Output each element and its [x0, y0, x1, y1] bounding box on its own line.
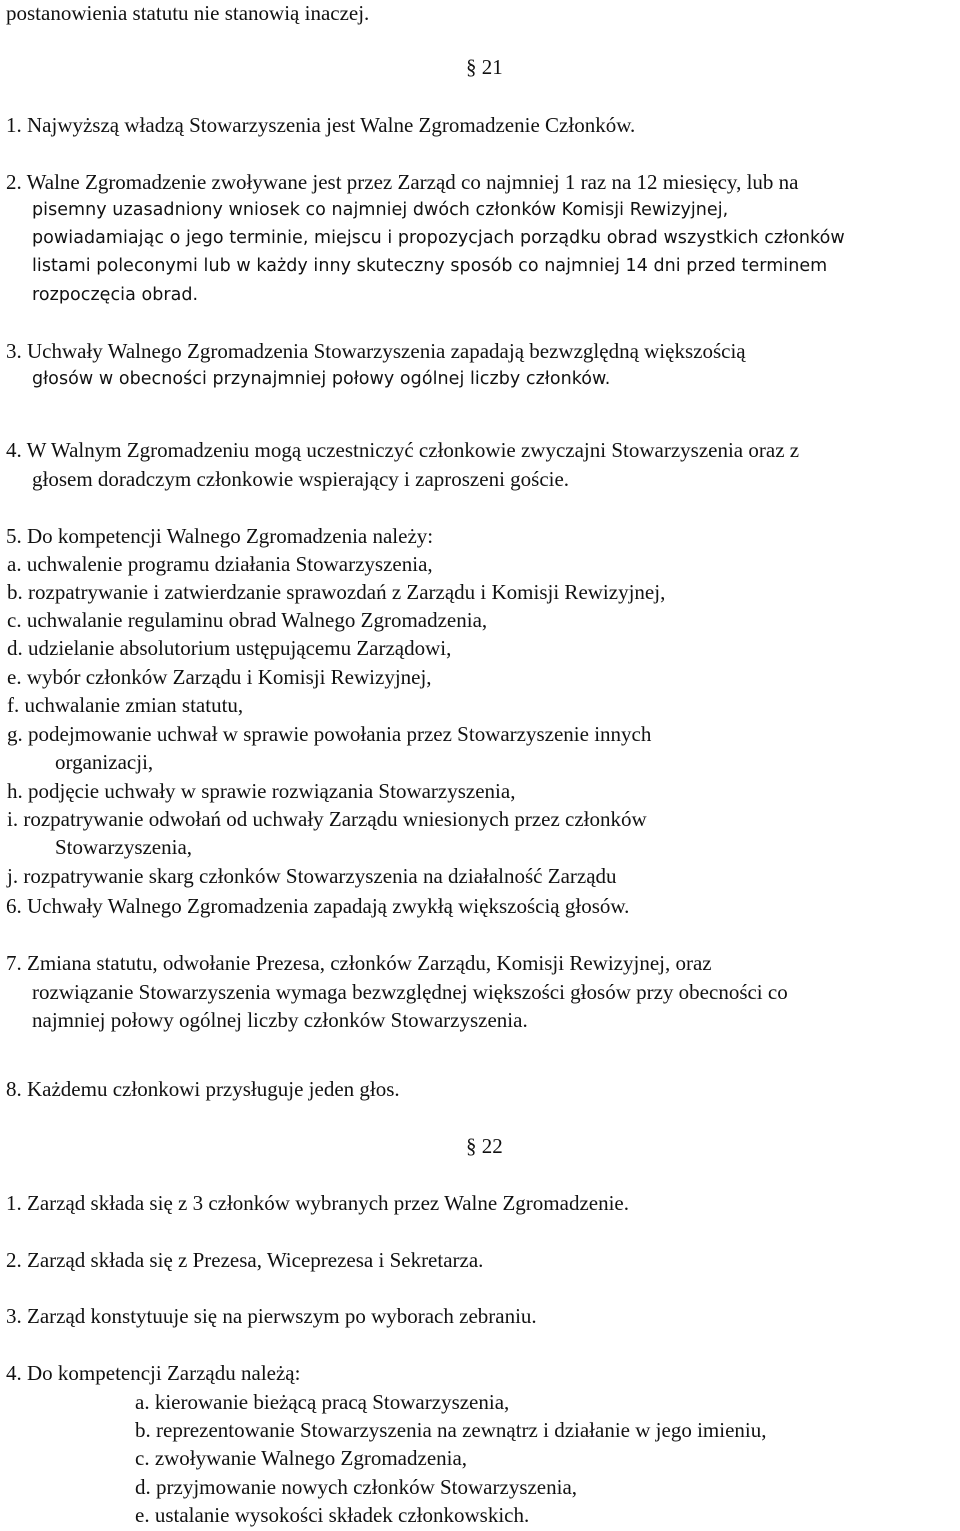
paragraph-5: 5. Do kompetencji Walnego Zgromadzenia należy:: [6, 524, 434, 548]
paragraph-3-line-1: 3. Uchwały Walnego Zgromadzenia Stowarzyszenia zapadają bezwzględną większością: [6, 339, 746, 363]
paragraph-2-line-4: listami poleconymi lub w każdy inny skuteczny sposób co najmniej 14 dni przed terminem: [32, 256, 828, 276]
paragraph-4-line-2: głosem doradczym członkowie wspierający i zaproszeni goście.: [32, 467, 570, 491]
list-item-5a: a. uchwalenie programu działania Stowarzyszenia,: [7, 552, 433, 576]
list-item-5d: d. udzielanie absolutorium ustępującemu Zarządowi,: [7, 636, 452, 660]
list-item-5b: b. rozpatrywanie i zatwierdzanie sprawozdań z Zarządu i Komisji Rewizyjnej,: [7, 580, 666, 604]
list-item-5g-line-2: organizacji,: [55, 750, 154, 774]
list-item-z4d: d. przyjmowanie nowych członków Stowarzyszenia,: [135, 1475, 578, 1499]
paragraph-7-line-3: najmniej połowy ogólnej liczby członków Stowarzyszenia.: [32, 1008, 528, 1032]
list-item-5i-line-2: Stowarzyszenia,: [55, 835, 193, 859]
section-heading-21: § 21: [466, 55, 503, 79]
list-item-5c: c. uchwalanie regulaminu obrad Walnego Zgromadzenia,: [7, 608, 488, 632]
paragraph-2-line-2: pisemny uzasadniony wniosek co najmniej dwóch członków Komisji Rewizyjnej,: [32, 200, 729, 220]
list-item-5i-line-1: i. rozpatrywanie odwołań od uchwały Zarządu wniesionych przez członków: [7, 807, 647, 831]
paragraph-2-line-5: rozpoczęcia obrad.: [32, 285, 199, 305]
text-line: postanowienia statutu nie stanowią inaczej.: [6, 1, 370, 25]
list-item-z4b: b. reprezentowanie Stowarzyszenia na zewnątrz i działanie w jego imieniu,: [135, 1418, 767, 1442]
paragraph-3-line-2: głosów w obecności przynajmniej połowy ogólnej liczby członków.: [32, 369, 611, 389]
paragraph-7-line-1: 7. Zmiana statutu, odwołanie Prezesa, członków Zarządu, Komisji Rewizyjnej, oraz: [6, 951, 712, 975]
list-item-5g-line-1: g. podejmowanie uchwał w sprawie powołania przez Stowarzyszenie innych: [7, 722, 652, 746]
paragraph-1: 1. Najwyższą władzą Stowarzyszenia jest Walne Zgromadzenie Członków.: [6, 113, 636, 137]
list-item-5h: h. podjęcie uchwały w sprawie rozwiązania Stowarzyszenia,: [7, 779, 516, 803]
paragraph-8: 8. Każdemu członkowi przysługuje jeden głos.: [6, 1077, 400, 1101]
paragraph-6: 6. Uchwały Walnego Zgromadzenia zapadają zwykłą większością głosów.: [6, 894, 630, 918]
list-item-5f: f. uchwalanie zmian statutu,: [7, 693, 244, 717]
paragraph-2-line-1: 2. Walne Zgromadzenie zwoływane jest przez Zarząd co najmniej 1 raz na 12 miesięcy, lub na: [6, 170, 799, 194]
list-item-5e: e. wybór członków Zarządu i Komisji Rewizyjnej,: [7, 665, 432, 689]
paragraph-4-line-1: 4. W Walnym Zgromadzeniu mogą uczestniczyć członkowie zwyczajni Stowarzyszenia oraz z: [6, 438, 800, 462]
list-item-5j: j. rozpatrywanie skarg członków Stowarzyszenia na działalność Zarządu: [7, 864, 617, 888]
list-item-z4a: a. kierowanie bieżącą pracą Stowarzyszenia,: [135, 1390, 510, 1414]
section-heading-22: § 22: [466, 1134, 503, 1158]
paragraph-z1: 1. Zarząd składa się z 3 członków wybranych przez Walne Zgromadzenie.: [6, 1191, 629, 1215]
paragraph-z4: 4. Do kompetencji Zarządu należą:: [6, 1361, 301, 1385]
paragraph-7-line-2: rozwiązanie Stowarzyszenia wymaga bezwzględnej większości głosów przy obecności co: [32, 980, 788, 1004]
paragraph-2-line-3: powiadamiając o jego terminie, miejscu i propozycjach porządku obrad wszystkich członków: [32, 228, 845, 248]
list-item-z4c: c. zwoływanie Walnego Zgromadzenia,: [135, 1446, 468, 1470]
list-item-z4e: e. ustalanie wysokości składek członkowskich.: [135, 1503, 530, 1527]
paragraph-z3: 3. Zarząd konstytuuje się na pierwszym po wyborach zebraniu.: [6, 1304, 537, 1328]
paragraph-z2: 2. Zarząd składa się z Prezesa, Wiceprezesa i Sekretarza.: [6, 1248, 484, 1272]
